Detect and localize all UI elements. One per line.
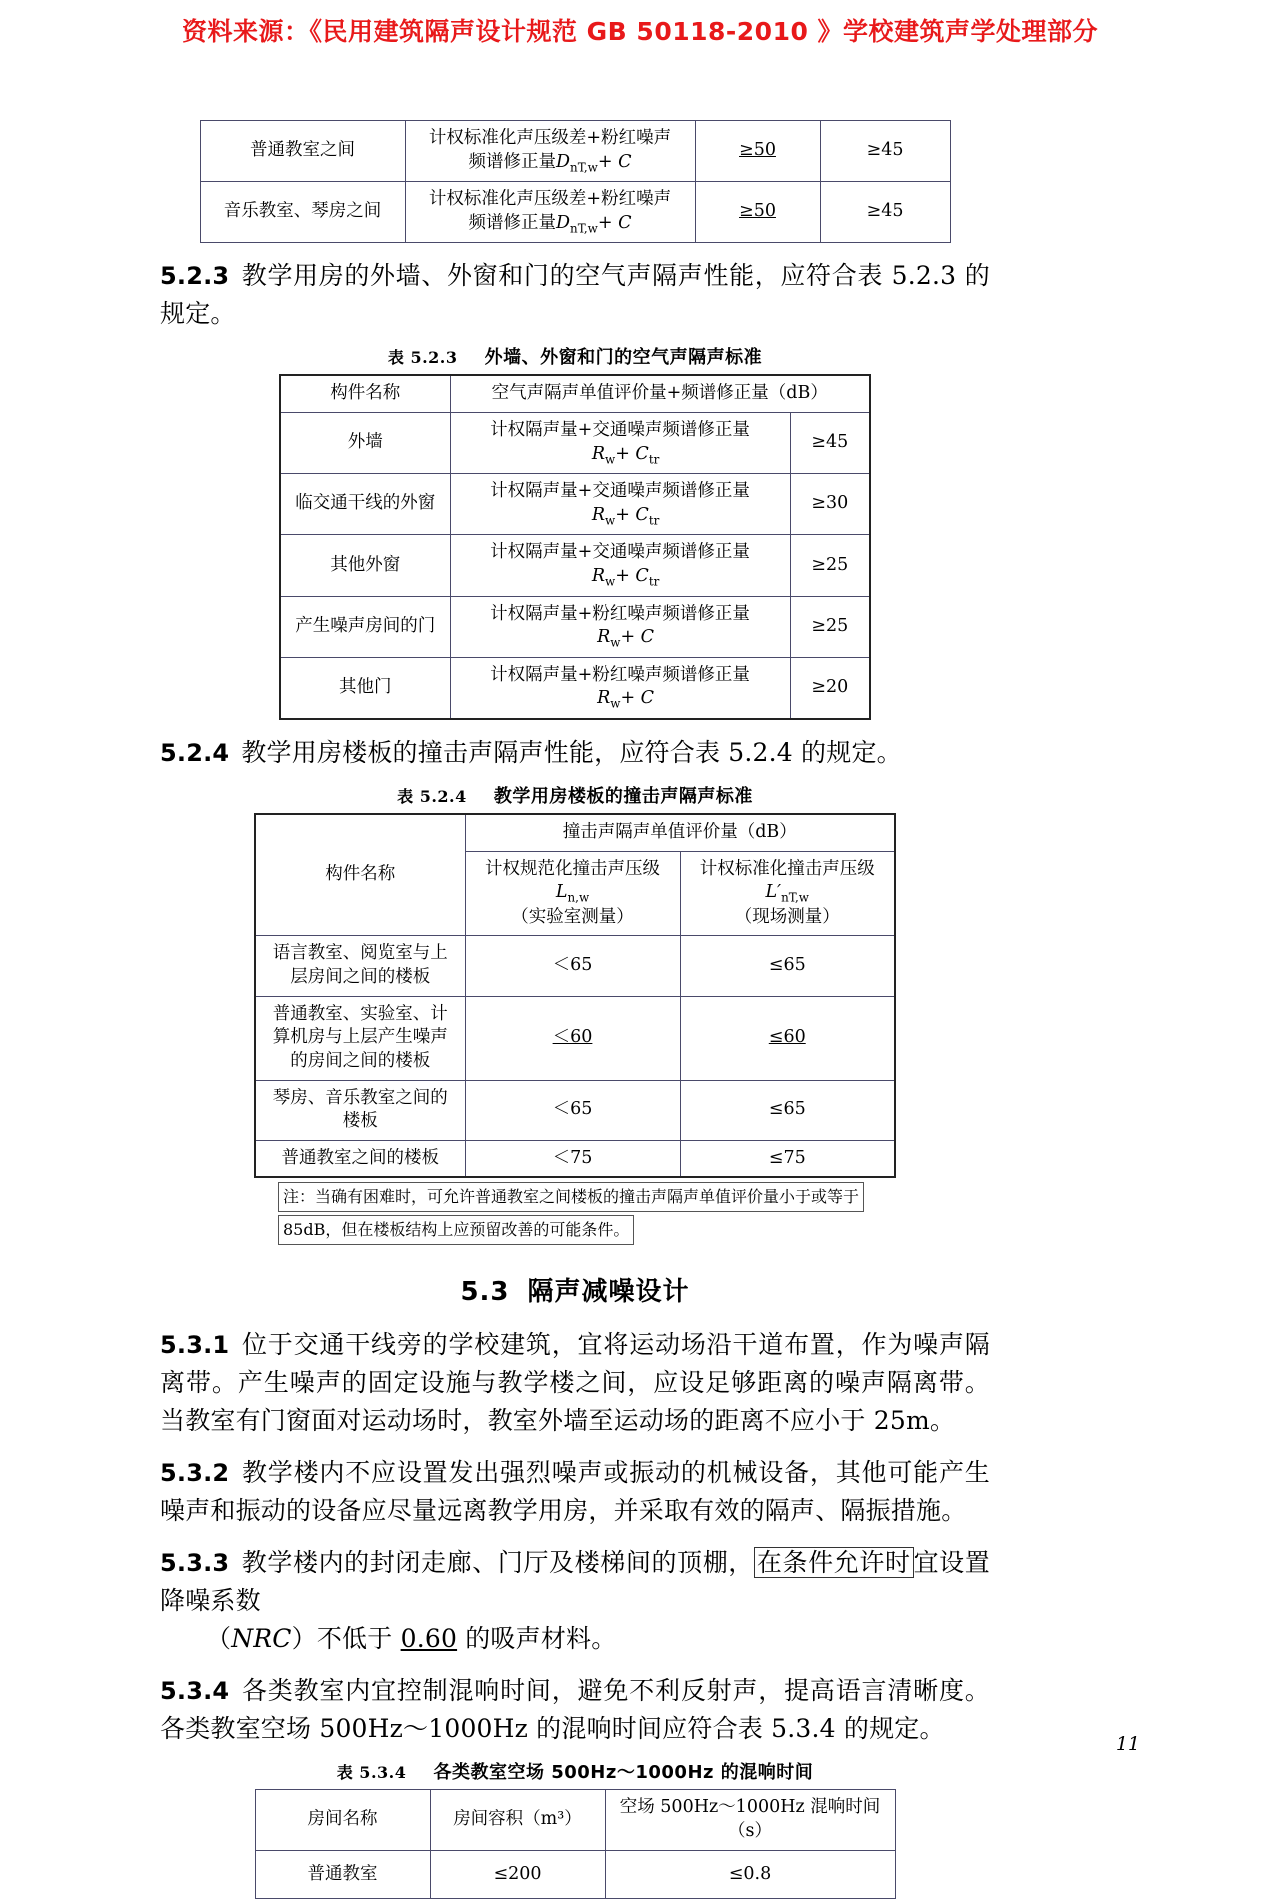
formula-symbol: R — [591, 443, 606, 464]
table-522-continued-wrapper — [160, 120, 990, 243]
col-header-component-name: 构件名称 — [280, 375, 450, 412]
formula-suffix: + C — [597, 212, 632, 233]
value-text: ≤60 — [768, 1027, 806, 1048]
clause-text: 教学楼内不应设置发出强烈噪声或振动的机械设备，其他可能产生噪声和振动的设备应尽量远离教学用房，并采取有效的隔声、隔振措施。 — [160, 1458, 990, 1526]
formula-suffix: + C — [597, 151, 632, 172]
col-header-group: 撞击声隔声单值评价量（dB） — [465, 814, 895, 851]
page-number: 11 — [1115, 1733, 1140, 1755]
clause-text: 教学用房的外墙、外窗和门的空气声隔声性能，应符合表 5.2.3 的规定。 — [160, 261, 990, 329]
table-row — [280, 474, 870, 535]
sub-header-line-3: （现场测量） — [734, 906, 840, 927]
value-cell-2: ≥45 — [820, 121, 950, 182]
table-522-continued — [200, 120, 951, 243]
document-source-header: 资料来源：《民用建筑隔声设计规范 GB 50118-2010 》学校建筑声学处理部分 — [181, 17, 1099, 46]
clause-number: 5.3.2 — [160, 1459, 230, 1488]
value-cell: ≥25 — [790, 596, 870, 657]
formula-symbol: D — [556, 212, 571, 233]
table-row — [280, 596, 870, 657]
col-header-room-volume: 房间容积（m³） — [430, 1790, 605, 1850]
room-volume-cell: ≤200 — [430, 1850, 605, 1899]
criterion-line-1: 计权标准化声压级差+粉红噪声 — [428, 189, 672, 210]
value-cell-field: ≤65 — [680, 1080, 895, 1140]
table-row — [255, 1850, 895, 1899]
value-cell-field: ≤75 — [680, 1140, 895, 1177]
component-name-cell: 普通教室之间的楼板 — [255, 1140, 465, 1177]
value-cell-lab: ＜75 — [465, 1140, 680, 1177]
criterion-line-2: 频谱修正量 — [468, 212, 557, 233]
col-header-component-name: 构件名称 — [255, 814, 465, 936]
formula-subscript: w — [610, 635, 621, 650]
value-cell-lab: ＜65 — [465, 1080, 680, 1140]
room-type-cell: 音乐教室、琴房之间 — [200, 182, 405, 243]
room-name-cell: 普通教室 — [255, 1850, 430, 1899]
col-header-field-measure — [680, 851, 895, 936]
table-523-wrapper — [160, 374, 990, 720]
value-text: ≥50 — [739, 140, 776, 161]
section-53-title — [160, 1271, 990, 1308]
clause-text: 各类教室内宜控制混响时间，避免不利反射声，提高语言清晰度。各类教室空场 500Hz～1000Hz 的混响时间应符合表 5.3.4 的规定。 — [160, 1676, 990, 1744]
table-534-caption — [160, 1758, 990, 1784]
criterion-text: 计权隔声量+粉红噪声频谱修正量 — [490, 664, 750, 685]
formula-suffix: + C — [620, 688, 655, 709]
value-cell-2: ≥45 — [820, 182, 950, 243]
criterion-cell — [405, 182, 695, 243]
col-header-room-name: 房间名称 — [255, 1790, 430, 1850]
note-line-1: 注：当确有困难时，可允许普通教室之间楼板的撞击声隔声单值评价量小于或等于 — [278, 1182, 864, 1212]
clause-line2-pre: （ — [206, 1624, 232, 1654]
value-text: ＜60 — [552, 1027, 593, 1048]
clause-number: 5.2.4 — [160, 738, 230, 767]
component-name-cell: 其他门 — [280, 657, 450, 719]
note-line-2: 85dB，但在楼板结构上应预留改善的可能条件。 — [278, 1215, 634, 1245]
formula-suffix-subscript: tr — [648, 574, 660, 589]
formula-subscript: w — [610, 696, 621, 711]
sub-header-line-1: 计权标准化撞击声压级 — [699, 858, 875, 879]
formula-subscript: n,w — [567, 890, 590, 905]
table-row — [200, 182, 950, 243]
formula-symbol: R — [597, 688, 611, 709]
section-number: 5.3 — [460, 1277, 510, 1308]
table-524-wrapper — [160, 813, 990, 1178]
criterion-text: 计权隔声量+交通噪声频谱修正量 — [490, 542, 750, 563]
clause-524 — [160, 734, 990, 772]
formula-symbol: L — [555, 882, 568, 903]
component-name-cell: 产生噪声房间的门 — [280, 596, 450, 657]
table-caption-number: 表 5.2.4 — [397, 786, 467, 806]
formula-symbol: L′ — [765, 882, 782, 903]
component-name-cell: 外墙 — [280, 413, 450, 474]
col-header-criterion: 空气声隔声单值评价量+频谱修正量（dB） — [450, 375, 870, 412]
formula-subscript: w — [605, 574, 616, 589]
page-content — [160, 120, 990, 1899]
table-caption-number: 表 5.2.3 — [387, 348, 458, 368]
value-cell-lab — [465, 996, 680, 1080]
clause-534 — [160, 1672, 990, 1748]
table-header-row — [255, 1790, 895, 1850]
clause-number: 5.3.3 — [160, 1549, 230, 1578]
clause-533 — [160, 1544, 990, 1658]
table-534 — [255, 1789, 896, 1899]
value-text: ≥50 — [739, 201, 776, 222]
clause-number: 5.3.4 — [160, 1677, 230, 1706]
clause-line2-underlined: 0.60 — [400, 1624, 458, 1654]
clause-523 — [160, 257, 990, 333]
criterion-text: 计权隔声量+粉红噪声频谱修正量 — [490, 603, 750, 624]
clause-531 — [160, 1326, 990, 1440]
room-type-cell: 普通教室之间 — [200, 121, 405, 182]
formula-subscript: nT,w — [570, 160, 598, 175]
clause-text-pre: 教学楼内的封闭走廊、门厅及楼梯间的顶棚， — [241, 1548, 754, 1578]
clause-532 — [160, 1454, 990, 1530]
formula-subscript: nT,w — [781, 890, 809, 905]
value-cell: ≥30 — [790, 474, 870, 535]
clause-text-mid: 宜设置降噪系数 — [160, 1548, 990, 1616]
criterion-cell — [450, 596, 790, 657]
clause-text-boxed: 在条件允许时 — [754, 1547, 914, 1578]
formula-suffix: + C — [615, 566, 649, 586]
rt-cell: ≤0.8 — [605, 1850, 895, 1899]
criterion-cell — [450, 657, 790, 719]
value-cell-field — [680, 996, 895, 1080]
formula-symbol: R — [591, 566, 606, 586]
criterion-cell — [405, 121, 695, 182]
formula-symbol: D — [556, 151, 571, 172]
formula-subscript: nT,w — [570, 221, 598, 236]
criterion-line-2: 频谱修正量 — [468, 151, 557, 172]
formula-suffix: + C — [615, 504, 649, 525]
table-row — [280, 413, 870, 474]
criterion-cell — [450, 413, 790, 474]
table-header-row-group — [255, 814, 895, 851]
formula-subscript: w — [605, 513, 616, 528]
value-cell: ≥45 — [790, 413, 870, 474]
table-row — [255, 936, 895, 996]
component-name-cell: 语言教室、阅览室与上层房间之间的楼板 — [255, 936, 465, 996]
component-name-cell: 其他外窗 — [280, 535, 450, 596]
clause-line2-italic: NRC — [231, 1624, 292, 1654]
table-caption-title: 教学用房楼板的撞击声隔声标准 — [493, 785, 753, 807]
value-cell: ≥25 — [790, 535, 870, 596]
table-header-row — [280, 375, 870, 412]
criterion-text: 计权隔声量+交通噪声频谱修正量 — [490, 481, 750, 502]
value-cell: ≥20 — [790, 657, 870, 719]
table-523 — [279, 374, 871, 720]
formula-symbol: R — [597, 627, 611, 648]
value-cell-1 — [695, 121, 820, 182]
table-caption-number: 表 5.3.4 — [336, 1763, 407, 1783]
formula-suffix-subscript: tr — [648, 513, 660, 528]
table-534-wrapper — [160, 1789, 990, 1899]
clause-line2-mid: ）不低于 — [291, 1624, 393, 1654]
component-name-cell: 普通教室、实验室、计算机房与上层产生噪声的房间之间的楼板 — [255, 996, 465, 1080]
col-header-lab-measure — [465, 851, 680, 936]
col-header-rt: 空场 500Hz～1000Hz 混响时间（s） — [605, 1790, 895, 1850]
clause-text: 位于交通干线旁的学校建筑，宜将运动场沿干道布置，作为噪声隔离带。产生噪声的固定设施与教学楼之间，应设足够距离的噪声隔离带。当教室有门窗面对运动场时，教室外墙至运动场的距离不应小于 25m。 — [160, 1330, 990, 1436]
table-523-caption — [160, 343, 990, 369]
table-524-caption — [160, 782, 990, 808]
table-caption-title: 外墙、外窗和门的空气声隔声标准 — [484, 347, 763, 369]
component-name-cell: 琴房、音乐教室之间的楼板 — [255, 1080, 465, 1140]
table-row — [255, 1140, 895, 1177]
clause-number: 5.2.3 — [160, 262, 230, 291]
formula-suffix-subscript: tr — [648, 452, 660, 467]
sub-header-line-3: （实验室测量） — [511, 906, 634, 927]
table-row — [280, 657, 870, 719]
section-title-text: 隔声减噪设计 — [527, 1277, 690, 1308]
formula-subscript: w — [605, 452, 616, 467]
table-524 — [254, 813, 896, 1178]
sub-header-line-1: 计权规范化撞击声压级 — [485, 858, 660, 879]
table-row — [200, 121, 950, 182]
criterion-text: 计权隔声量+交通噪声频谱修正量 — [490, 420, 750, 440]
criterion-cell — [450, 474, 790, 535]
value-cell-field: ≤65 — [680, 936, 895, 996]
criterion-cell — [450, 535, 790, 596]
clause-number: 5.3.1 — [160, 1331, 230, 1360]
table-caption-title: 各类教室空场 500Hz～1000Hz 的混响时间 — [433, 1762, 814, 1784]
component-name-cell: 临交通干线的外窗 — [280, 474, 450, 535]
table-row — [280, 535, 870, 596]
formula-suffix: + C — [615, 443, 649, 464]
criterion-line-1: 计权标准化声压级差+粉红噪声 — [428, 128, 672, 148]
clause-text: 教学用房楼板的撞击声隔声性能，应符合表 5.2.4 的规定。 — [241, 737, 902, 767]
formula-symbol: R — [591, 504, 606, 525]
table-row — [255, 1080, 895, 1140]
value-cell-1 — [695, 182, 820, 243]
value-cell-lab: ＜65 — [465, 936, 680, 996]
clause-line2-post: 的吸声材料。 — [465, 1624, 617, 1654]
formula-suffix: + C — [620, 627, 655, 648]
table-524-note — [278, 1182, 990, 1245]
table-row — [255, 996, 895, 1080]
